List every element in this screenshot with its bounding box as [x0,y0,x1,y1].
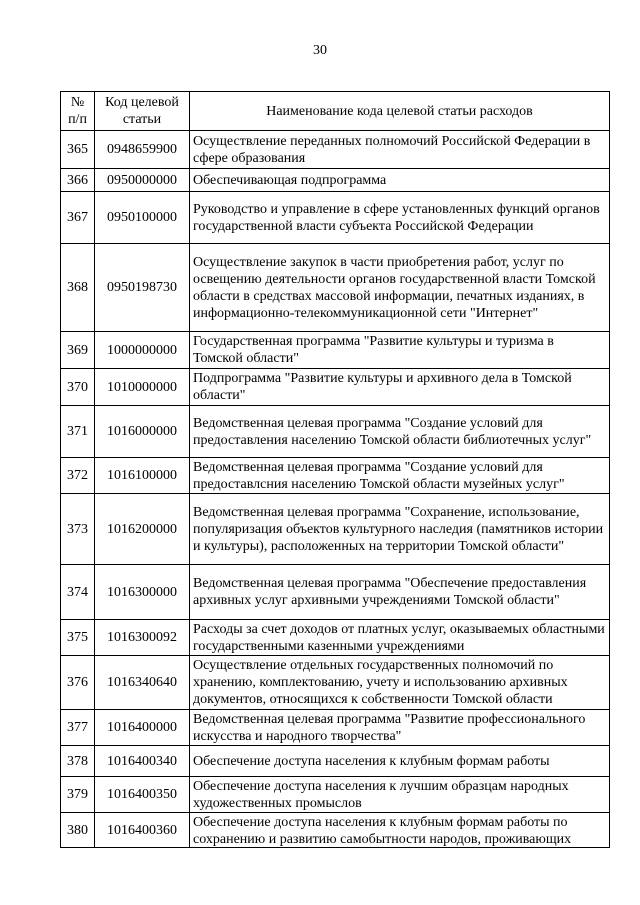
row-code: 1016000000 [95,406,190,458]
row-num: 380 [61,813,95,848]
row-name: Ведомственная целевая программа "Создание условий для предоставления населению Томской области библиотечных услуг" [190,406,610,458]
row-code: 0950100000 [95,192,190,244]
page-number: 30 [313,43,327,58]
row-code: 1016400340 [95,746,190,777]
row-code: 1016400360 [95,813,190,848]
header-num: № п/п [61,92,95,131]
row-name: Расходы за счет доходов от платных услуг, оказываемых областными государственными казенными учреждениями [190,620,610,656]
row-name: Осуществление отдельных государственных полномочий по хранению, комплектованию, учету и использованию архивных документов, относящихся к собственности Томской области [190,656,610,710]
row-name: Осуществление переданных полномочий Российской Федерации в сфере образования [190,131,610,169]
table-row [61,746,610,777]
row-code: 1016400350 [95,777,190,813]
row-num: 371 [61,406,95,458]
row-name: Руководство и управление в сфере установленных функций органов государственной власти субъекта Российской Федерации [190,192,610,244]
table-row [61,244,610,332]
row-num: 379 [61,777,95,813]
header-name: Наименование кода целевой статьи расходов [190,92,610,131]
table-row [61,565,610,620]
row-name: Обеспечение доступа населения к клубным формам работы по сохранению и развитию самобытности народов, проживающих [193,814,572,847]
row-code: 0950198730 [95,244,190,332]
row-name: Осуществление закупок в части приобретения работ, услуг по освещению деятельности органов государственной власти Томской области в средствах массовой информации, печатных изданиях, в информационно-телекоммуникационной сети "Интернет" [190,244,610,332]
row-num: 366 [61,169,95,192]
table-row [61,777,610,813]
row-name-cell [190,813,610,848]
row-code: 1016300092 [95,620,190,656]
row-num: 376 [61,656,95,710]
row-num: 370 [61,369,95,406]
header-code: Код целевой статьи [95,92,190,131]
row-code: 1000000000 [95,332,190,369]
row-code: 1016300000 [95,565,190,620]
row-name: Ведомственная целевая программа "Обеспечение предоставления архивных услуг архивными учреждениями Томской области" [190,565,610,620]
row-code: 1016200000 [95,494,190,565]
row-num: 372 [61,458,95,494]
row-name: Подпрограмма "Развитие культуры и архивного дела в Томской области" [190,369,610,406]
table-row [61,813,610,848]
table-row [61,131,610,169]
row-name: Государственная программа "Развитие культуры и туризма в Томской области" [190,332,610,369]
table-header-row [61,92,610,131]
table-row [61,656,610,710]
row-code: 1016100000 [95,458,190,494]
row-name: Ведомственная целевая программа "Сохранение, использование, популяризация объектов культурного наследия (памятников истории и культуры), расположенных на территории Томской области" [190,494,610,565]
row-num: 373 [61,494,95,565]
row-name: Обеспечение доступа населения к клубным формам работы [190,746,610,777]
row-num: 374 [61,565,95,620]
row-code: 1016340640 [95,656,190,710]
target-codes-table [60,91,610,848]
row-num: 369 [61,332,95,369]
table-row [61,169,610,192]
table-row [61,192,610,244]
row-name: Ведомственная целевая программа "Развитие профессионального искусства и народного творчества" [190,710,610,746]
row-name: Ведомственная целевая программа "Создание условий для предоставлсния населению Томской области музейных услуг" [190,458,610,494]
row-num: 377 [61,710,95,746]
table-row [61,620,610,656]
row-num: 378 [61,746,95,777]
row-num: 375 [61,620,95,656]
row-code: 1016400000 [95,710,190,746]
row-code: 1010000000 [95,369,190,406]
row-num: 367 [61,192,95,244]
row-name: Обеспечение доступа населения к лучшим образцам народных художественных промыслов [190,777,610,813]
row-code: 0950000000 [95,169,190,192]
table-row [61,369,610,406]
table-row [61,494,610,565]
table-row [61,458,610,494]
row-name: Обеспечивающая подпрограмма [190,169,610,192]
table-row [61,332,610,369]
row-num: 368 [61,244,95,332]
table-row [61,406,610,458]
row-code: 0948659900 [95,131,190,169]
row-num: 365 [61,131,95,169]
table-row [61,710,610,746]
